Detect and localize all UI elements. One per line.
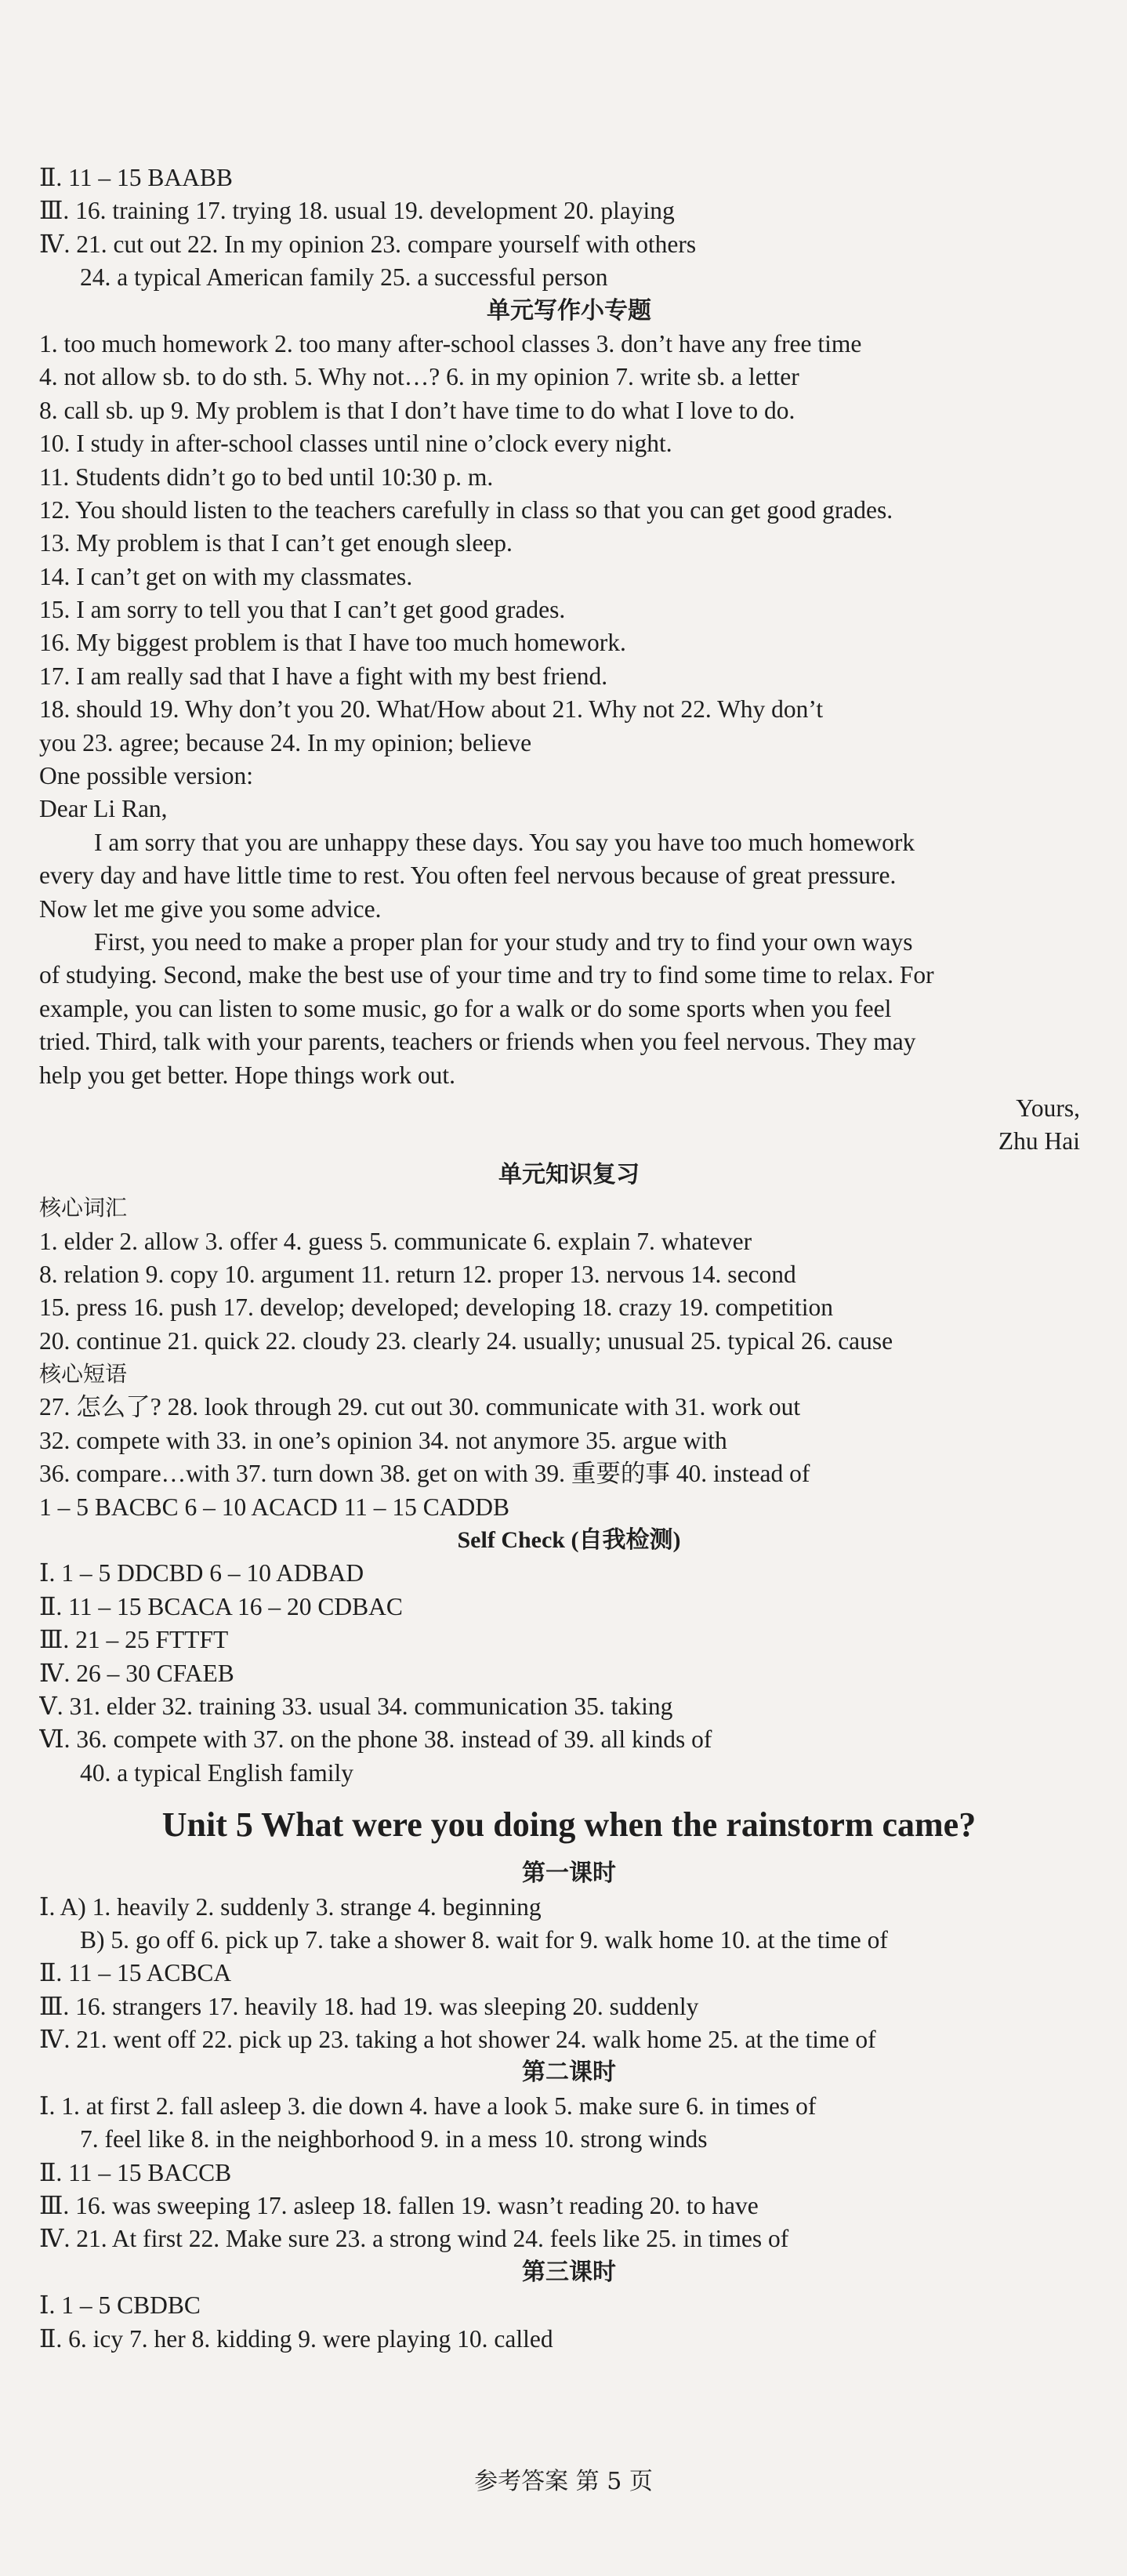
answer-line: B) 5. go off 6. pick up 7. take a shower 8. wait for 9. walk home 10. at the time of [80, 1925, 888, 1954]
answer-line: 13. My problem is that I can’t get enough sleep. [39, 529, 513, 557]
answer-line: 15. I am sorry to tell you that I can’t get good grades. [39, 596, 566, 624]
page-footer: 参考答案 第 5 页 [474, 2468, 653, 2495]
answer-line: you 23. agree; because 24. In my opinion; believe [39, 728, 532, 756]
answer-line: I am sorry that you are unhappy these days. You say you have too much homework [94, 828, 915, 856]
answer-line: of studying. Second, make the best use of your time and try to find some time to relax. For [39, 961, 934, 989]
answer-line: Ⅰ. 1. at first 2. fall asleep 3. die down 4. have a look 5. make sure 6. in times of [39, 2092, 817, 2120]
section-heading: 第一课时 [522, 1860, 616, 1887]
answer-line: 12. You should listen to the teachers carefully in class so that you can get good grades. [39, 495, 893, 524]
answer-line: 27. 怎么了? 28. look through 29. cut out 30. communicate with 31. work out [39, 1393, 801, 1421]
answer-line: Ⅱ. 6. icy 7. her 8. kidding 9. were playing 10. called [39, 2324, 553, 2353]
answer-line: 8. call sb. up 9. My problem is that I don’t have time to do what I love to do. [39, 396, 795, 424]
answer-line: 4. not allow sb. to do sth. 5. Why not…? 6. in my opinion 7. write sb. a letter [39, 363, 799, 391]
answer-line: every day and have little time to rest. You often feel nervous because of great pressure. [39, 862, 897, 890]
answer-line: tried. Third, talk with your parents, teachers or friends when you feel nervous. They may [39, 1028, 916, 1056]
answer-line: 15. press 16. push 17. develop; developed; developing 18. crazy 19. competition [39, 1293, 834, 1322]
answer-line: 7. feel like 8. in the neighborhood 9. in a mess 10. strong winds [80, 2125, 708, 2153]
answer-line: 核心短语 [39, 1361, 128, 1388]
answer-line: 1. elder 2. allow 3. offer 4. guess 5. communicate 6. explain 7. whatever [39, 1227, 752, 1255]
answer-line: 40. a typical English family [80, 1758, 354, 1787]
answer-line: Ⅳ. 26 – 30 CFAEB [39, 1659, 234, 1687]
answer-line: First, you need to make a proper plan for your study and try to find your own ways [94, 927, 913, 956]
answer-line: Ⅵ. 36. compete with 37. on the phone 38. instead of 39. all kinds of [39, 1725, 712, 1754]
answer-line: Ⅴ. 31. elder 32. training 33. usual 34. communication 35. taking [39, 1692, 673, 1720]
answer-line: Ⅰ. A) 1. heavily 2. suddenly 3. strange 4. beginning [39, 1892, 542, 1921]
answer-line: Dear Li Ran, [39, 795, 168, 823]
answer-line: help you get better. Hope things work out. [39, 1061, 456, 1089]
answer-line: One possible version: [39, 762, 253, 790]
answer-line: 18. should 19. Why don’t you 20. What/How about 21. Why not 22. Why don’t [39, 695, 824, 724]
section-heading: 第三课时 [522, 2259, 616, 2285]
unit-title: Unit 5 What were you doing when the rainstorm came? [161, 1805, 977, 1845]
answer-line: Now let me give you some advice. [39, 894, 382, 923]
answer-line: Ⅰ. 1 – 5 CBDBC [39, 2291, 201, 2320]
answer-line: 17. I am really sad that I have a fight with my best friend. [39, 662, 608, 690]
answer-line: 20. continue 21. quick 22. cloudy 23. clearly 24. usually; unusual 25. typical 26. cause [39, 1326, 893, 1355]
answer-lines-section-1 [39, 161, 1099, 1790]
answer-line: 24. a typical American family 25. a successful person [80, 263, 608, 292]
answer-line: 32. compete with 33. in one’s opinion 34. not anymore 35. argue with [39, 1426, 727, 1454]
section-heading: 单元写作小专题 [487, 297, 651, 324]
answer-line: Ⅱ. 11 – 15 BACCB [39, 2158, 232, 2186]
answer-line: 核心词汇 [39, 1195, 128, 1221]
answer-line: 1. too much homework 2. too many after-school classes 3. don’t have any free time [39, 329, 862, 357]
answer-line: 10. I study in after-school classes until nine o’clock every night. [39, 430, 672, 458]
answer-line: Ⅳ. 21. went off 22. pick up 23. taking a hot shower 24. walk home 25. at the time of [39, 2026, 876, 2054]
section-heading: Self Check (自我检测) [457, 1527, 681, 1554]
answer-line: 14. I can’t get on with my classmates. [39, 562, 413, 590]
answer-line: 36. compare…with 37. turn down 38. get on with 39. 重要的事 40. instead of [39, 1460, 810, 1488]
answer-line: 1 – 5 BACBC 6 – 10 ACACD 11 – 15 CADDB [39, 1493, 510, 1521]
answer-line: Ⅲ. 16. strangers 17. heavily 18. had 19. was sleeping 20. suddenly [39, 1992, 699, 2020]
answer-line: Ⅲ. 16. training 17. trying 18. usual 19. development 20. playing [39, 197, 675, 225]
answer-line: Ⅰ. 1 – 5 DDCBD 6 – 10 ADBAD [39, 1559, 364, 1587]
answer-line: Ⅲ. 16. was sweeping 17. asleep 18. fallen 19. wasn’t reading 20. to have [39, 2192, 759, 2220]
answer-line: Ⅳ. 21. At first 22. Make sure 23. a strong wind 24. feels like 25. in times of [39, 2225, 789, 2253]
answer-line: Ⅳ. 21. cut out 22. In my opinion 23. compare yourself with others [39, 230, 697, 258]
answer-line: Ⅱ. 11 – 15 BAABB [39, 164, 233, 191]
answer-line: Ⅱ. 11 – 15 BCACA 16 – 20 CDBAC [39, 1592, 403, 1620]
answer-line: 8. relation 9. copy 10. argument 11. return 12. proper 13. nervous 14. second [39, 1260, 796, 1288]
answer-line: example, you can listen to some music, go for a walk or do some sports when you feel [39, 994, 892, 1022]
answer-line: 16. My biggest problem is that I have too much homework. [39, 629, 626, 657]
answer-line: Zhu Hai [998, 1127, 1080, 1156]
section-heading: 单元知识复习 [498, 1161, 640, 1188]
answer-line: Yours, [1016, 1094, 1080, 1122]
answer-line: 11. Students didn’t go to bed until 10:30 p. m. [39, 463, 494, 491]
answer-line: Ⅱ. 11 – 15 ACBCA [39, 1959, 232, 1987]
section-heading: 第二课时 [522, 2059, 616, 2086]
answer-line: Ⅲ. 21 – 25 FTTFT [39, 1626, 229, 1654]
answer-lines-section-2 [39, 1857, 1099, 2356]
